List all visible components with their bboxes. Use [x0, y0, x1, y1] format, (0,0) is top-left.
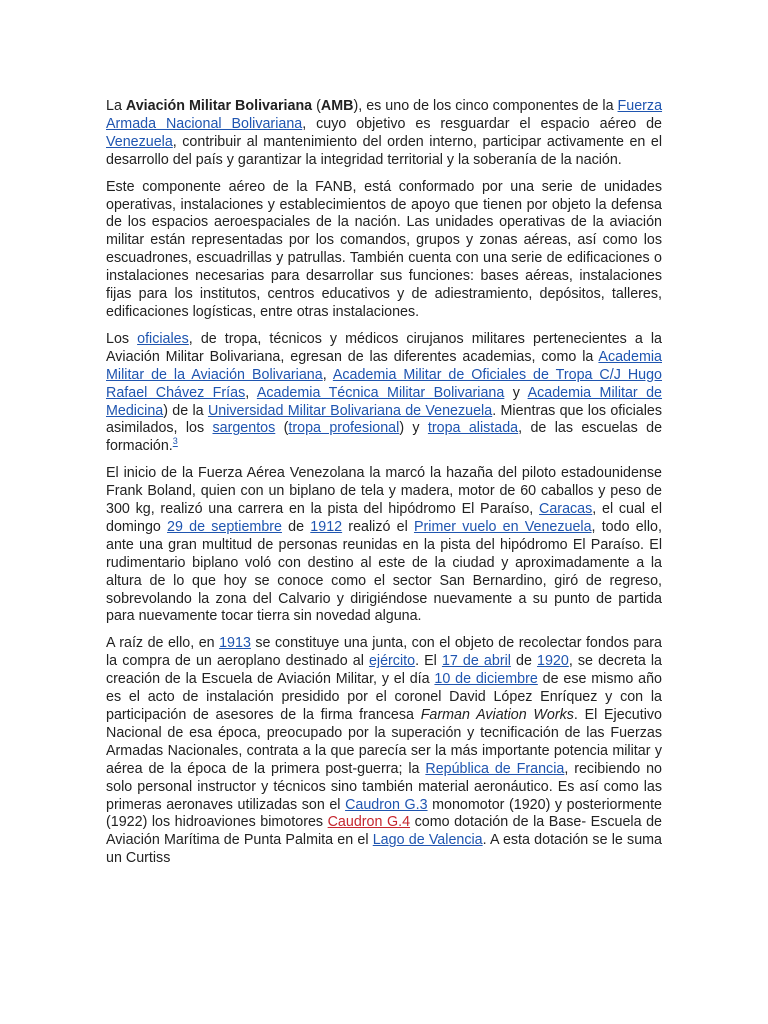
link-caracas[interactable]: Caracas: [539, 501, 593, 518]
link-tropa-profesional[interactable]: tropa profesional: [288, 420, 400, 437]
text-run: . El Ejecutivo Nacional de esa época, preocupado por la superación y tecnificación de las Fuerzas Armadas Nacionales, contrata a la que parecía ser la más importante potencia militar y aérea de la época de la primera post-guerra; la: [106, 707, 663, 777]
italic-term: Farman Aviation Works: [420, 707, 574, 723]
text-run: de: [281, 518, 311, 535]
text-run: y: [504, 384, 528, 401]
text-run: ) y: [399, 420, 428, 437]
footnote-marker[interactable]: [173, 437, 178, 447]
text-run: . Mientras que los oficiales asimilados, los: [106, 402, 663, 437]
text-run: ) de la: [163, 402, 208, 419]
text-run: El inicio de la Fuerza Aérea Venezolana la marcó la hazaña del piloto estadounidense Frank Boland, quien con un biplano de tela y madera, motor de 60 caballos y peso de 300 kg, realizó una carrera en la pista del hipódromo El Paraíso,: [106, 465, 662, 518]
link-1913[interactable]: 1913: [219, 635, 251, 652]
text-run: se constituye una junta, con el objeto de recolectar fondos para la compra de un aeroplano destinado al: [106, 635, 662, 670]
link-academia-tecnica-militar-bolivariana[interactable]: Academia Técnica Militar Bolivariana: [256, 384, 505, 401]
link-republica-de-francia[interactable]: República de Francia: [425, 760, 565, 777]
link-caudron-g-3[interactable]: Caudron G.3: [345, 796, 428, 813]
paragraph-academies: [106, 331, 662, 456]
link-academia-militar-de-la-aviacion-bolivariana[interactable]: Academia Militar de la Aviación Bolivariana: [106, 348, 662, 383]
text-run: ), es uno de los cinco componentes de la: [353, 98, 618, 114]
link-1920[interactable]: 1920: [537, 653, 569, 670]
link-sargentos[interactable]: sargentos: [212, 420, 276, 437]
link-tropa-alistada[interactable]: tropa alistada: [427, 420, 519, 437]
text-run: A raíz de ello, en: [106, 635, 220, 652]
text-run: monomotor (1920) y posteriormente (1922) los hidroaviones bimotores: [106, 796, 662, 831]
bold-term: AMB: [320, 98, 354, 114]
text-run: . A esta dotación se le suma un Curtiss: [106, 832, 663, 867]
link-ejercito[interactable]: ejército: [368, 653, 416, 670]
link-universidad-militar-bolivariana-de-venezuela[interactable]: Universidad Militar Bolivariana de Venezuela: [207, 402, 493, 419]
text-run: Este componente aéreo de la FANB, está conformado por una serie de unidades operativas, instalaciones y establecimientos de apoyo que tienen por objeto la defensa de los espacios aeroespaciales de la nación. Las unidades operativas de la aviación militar están representadas por los comandos, grupos y zonas aéreas, así como los escuadrones, escuadrillas y patrullas. También cuenta con una serie de edificaciones o instalaciones necesarias para desarrollar sus funciones: bases aéreas, instalaciones fijas para los institutos, centros educativos y de adiestramiento, depósitos, talleres, edificaciones logísticas, entre otras instalaciones.: [106, 178, 662, 320]
link-primer-vuelo-en-venezuela[interactable]: Primer vuelo en Venezuela: [413, 518, 592, 535]
link-venezuela[interactable]: Venezuela: [106, 133, 173, 150]
text-run: ,: [322, 366, 333, 383]
paragraph-history-boland: [106, 465, 662, 626]
text-run: , todo ello, ante una gran multitud de personas reunidas en la pista del hipódromo El Paraíso. El rudimentario biplano voló con destino al este de la ciudad y aproximadamente a la altura de lo que hoy se conoce como el sector San Bernardino, giró de regreso, sobrevolando la zona del Calvario y dirigiéndose nuevamente a su punto de partida para nuevamente tocar tierra sin novedad alguna.: [106, 518, 662, 625]
link-fuerza-armada-nacional-bolivariana[interactable]: Fuerza Armada Nacional Bolivariana: [106, 98, 663, 132]
text-run: ,: [245, 384, 257, 401]
link-oficiales[interactable]: oficiales: [137, 330, 189, 347]
bold-term: Aviación Militar Bolivariana: [125, 98, 313, 114]
text-run: , el cual el domingo: [106, 501, 662, 535]
text-run: , de las escuelas de formación.: [106, 420, 663, 455]
text-run: (: [275, 420, 289, 437]
text-run: , cuyo objetivo es resguardar el espacio aéreo de: [302, 115, 662, 132]
link-academia-militar-de-oficiales-de-tropa-c-j-hugo-rafael-chavez-frias[interactable]: Academia Militar de Oficiales de Tropa C/J Hugo Rafael Chávez Frías: [106, 366, 663, 401]
paragraph-intro: [106, 98, 662, 170]
text-run: de ese mismo año es el acto de instalación presidido por el coronel David López Enríquez y con la participación de asesores de la firma francesa: [106, 671, 662, 723]
text-run: , contribuir al mantenimiento del orden interno, participar activamente en el desarrollo del país y garantizar la integridad territorial y la soberanía de la nación.: [106, 133, 662, 168]
paragraph-composition: [106, 179, 662, 322]
link-17-de-abril[interactable]: 17 de abril: [441, 653, 511, 670]
text-run: , se decreta la creación de la Escuela de Aviación Militar, y el día: [106, 653, 662, 688]
text-run: La: [106, 98, 126, 114]
text-run: realizó el: [342, 518, 414, 535]
link-academia-militar-de-medicina[interactable]: Academia Militar de Medicina: [106, 384, 663, 419]
paragraph-history-school: [106, 635, 662, 868]
link-lago-de-valencia[interactable]: Lago de Valencia: [372, 832, 483, 849]
text-run: . El: [415, 653, 442, 670]
link-10-de-diciembre[interactable]: 10 de diciembre: [434, 671, 538, 688]
text-run: de: [510, 653, 538, 670]
article-body: [106, 98, 662, 877]
text-run: (: [312, 98, 321, 114]
text-run: como dotación de la Base- Escuela de Aviación Marítima de Punta Palmita en el: [106, 814, 662, 849]
text-run: Los: [106, 330, 138, 347]
link-29-de-septiembre[interactable]: 29 de septiembre: [167, 518, 282, 535]
link-caudron-g-4[interactable]: Caudron G.4: [327, 814, 411, 831]
citation-3[interactable]: 3: [172, 436, 178, 447]
text-run: , recibiendo no solo personal instructor y técnicos sino también material aeronáutico. Es así como las primeras aeronaves utilizadas son el: [106, 760, 662, 813]
link-1912[interactable]: 1912: [310, 518, 343, 535]
text-run: , de tropa, técnicos y médicos cirujanos militares pertenecientes a la Aviación Militar Bolivariana, egresan de las diferentes academias, como la: [106, 330, 662, 365]
